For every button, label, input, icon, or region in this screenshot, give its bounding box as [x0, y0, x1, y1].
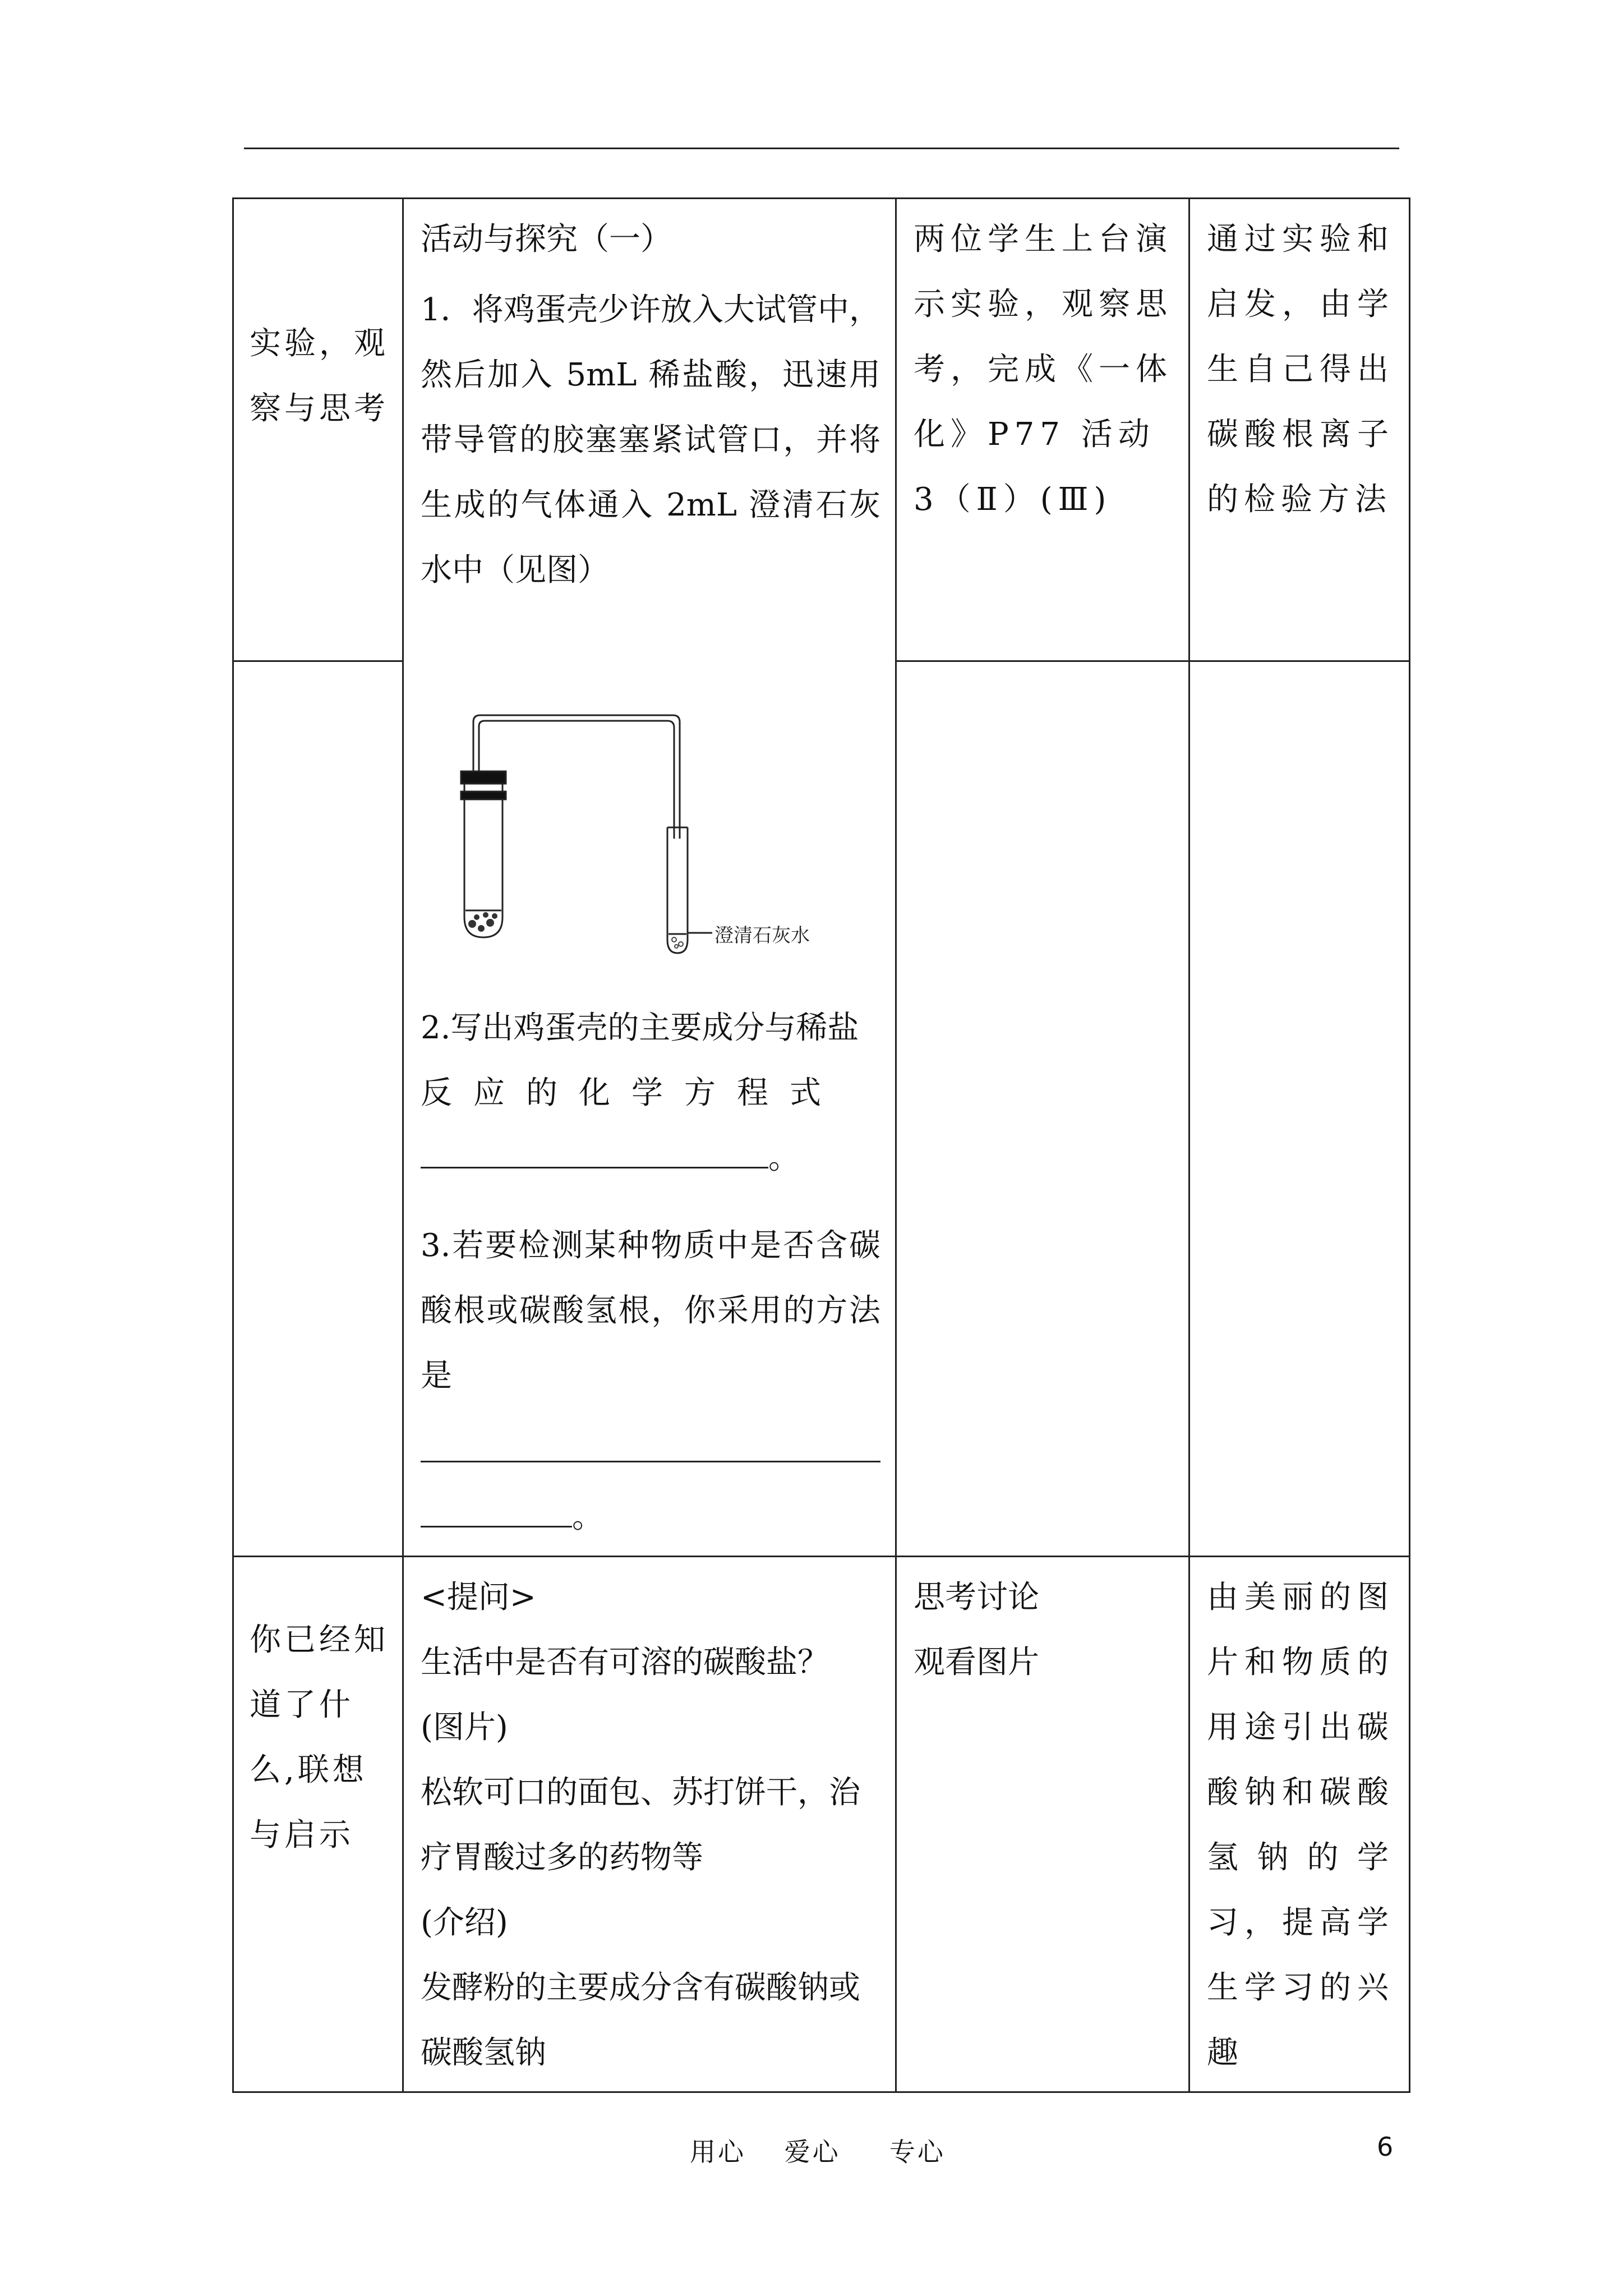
test-tube-apparatus-diagram: [421, 603, 880, 996]
design-intent-cell: [1189, 199, 1410, 661]
student-activity-text: 两位学生上台演示实验，观察思考，完成《一体化》P77 活动 3（Ⅱ）(Ⅲ): [914, 221, 1173, 518]
activity-item-3: 3.若要检测某种物质中是否含碳酸根或碳酸氢根，你采用的方法是: [421, 1227, 880, 1394]
page-number: 6: [1377, 2132, 1394, 2162]
answer-blank[interactable]: [421, 1492, 572, 1527]
stage-cell: [233, 199, 403, 661]
student-activity-cell: [896, 1557, 1189, 2092]
stage-label: 实验，观察与思考: [250, 325, 389, 427]
design-intent-text: 由美丽的图片和物质的用途引出碳酸钠和碳酸氢钠的学习，提高学生学习的兴趣: [1207, 1579, 1394, 2071]
activity-item-1: 1．将鸡蛋壳少许放入大试管中，然后加入 5mL 稀盐酸，迅速用带导管的胶塞塞紧试管口，并将生成的气体通入 2mL 澄清石灰水中（见图）: [421, 292, 880, 588]
header-rule: [244, 148, 1399, 149]
student-activity-cell: [896, 199, 1189, 661]
answer-end-mark: 。: [768, 1140, 800, 1176]
activity-item-2-answer-line: [421, 1126, 880, 1191]
student-line: 思考讨论: [914, 1579, 1039, 1616]
teacher-line: (图片): [421, 1709, 508, 1746]
teacher-line: 发酵粉的主要成分含有碳酸钠或碳酸氢钠: [421, 1970, 860, 2071]
stage-label: 你已经知道了什么,联想与启示: [250, 1622, 389, 1853]
activity-item-2b: 反应的化学方程式: [421, 1075, 842, 1111]
table-row: [233, 1557, 1410, 2092]
table-row: [233, 199, 1410, 661]
teacher-activity-cell: [403, 199, 896, 1557]
teacher-line: <提问>: [421, 1579, 536, 1616]
student-activity-cell-empty: [896, 661, 1189, 1556]
teacher-line: (介绍): [421, 1904, 508, 1941]
answer-end-mark: 。: [572, 1499, 603, 1535]
lesson-plan-table: [232, 197, 1410, 2093]
answer-blank[interactable]: [421, 1427, 880, 1462]
apparatus-figure: [421, 603, 880, 996]
activity-item-3-answer-line-2: [421, 1485, 880, 1550]
teacher-line: 生活中是否有可溶的碳酸盐？: [421, 1644, 829, 1681]
figure-label-limewater: 澄清石灰水: [714, 924, 810, 947]
design-intent-text: 通过实验和启发，由学生自己得出碳酸根离子的检验方法: [1207, 221, 1394, 518]
teacher-activity-cell: [403, 1557, 896, 2092]
design-intent-cell: [1189, 1557, 1410, 2092]
answer-blank[interactable]: [421, 1133, 768, 1168]
footer-motto: 用心 爱心 专心: [690, 2137, 946, 2167]
teacher-line: 松软可口的面包、苏打饼干，治疗胃酸过多的药物等: [421, 1774, 860, 1876]
activity-item-2a: 2.写出鸡蛋壳的主要成分与稀盐: [421, 1010, 859, 1046]
stage-cell-empty: [233, 661, 403, 1556]
activity-item-3-answer-line: [421, 1420, 880, 1485]
student-line: 观看图片: [914, 1644, 1039, 1681]
stage-cell: [233, 1557, 403, 2092]
design-intent-cell-empty: [1189, 661, 1410, 1556]
activity-heading: 活动与探究（一）: [421, 221, 672, 257]
